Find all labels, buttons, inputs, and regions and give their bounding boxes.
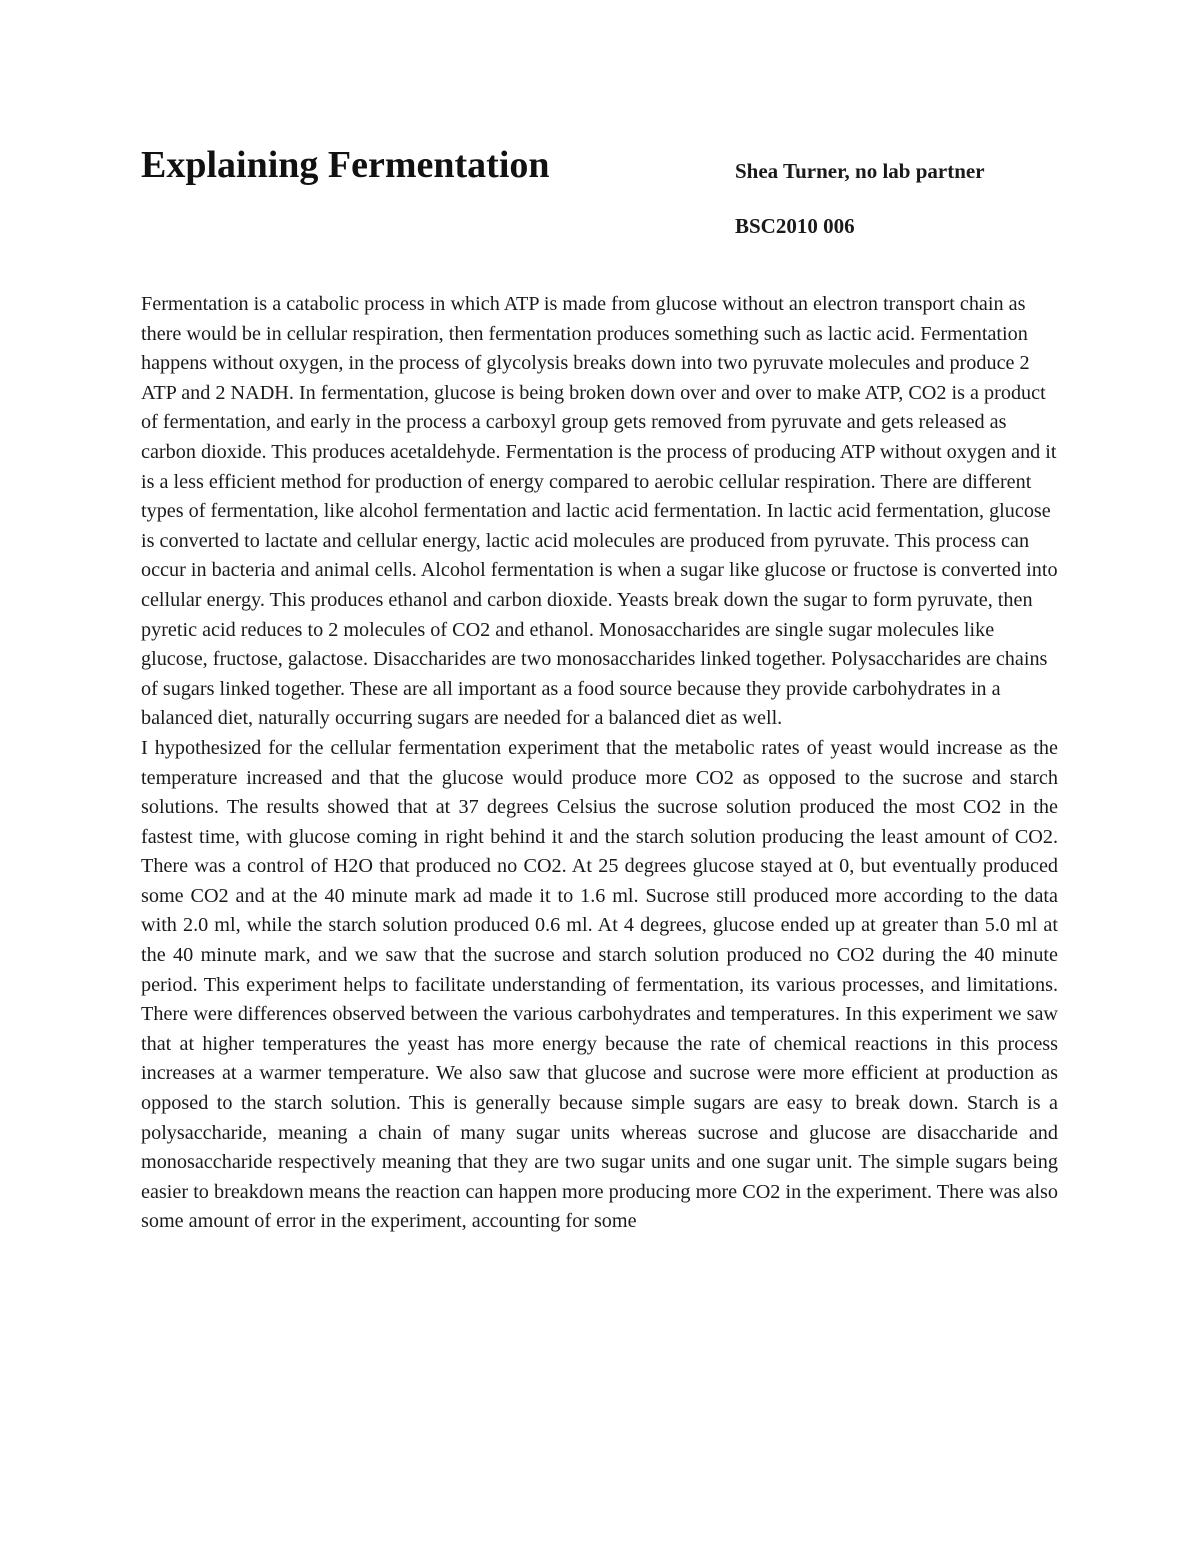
author-line: Shea Turner, no lab partner bbox=[735, 159, 985, 183]
document-body bbox=[141, 290, 1058, 1237]
body-paragraph-2: I hypothesized for the cellular fermentation experiment that the metabolic rates of yeast would increase as the temperature increased and that the glucose would produce more CO2 as opposed to the sucrose and starch solutions. The results showed that at 37 degrees Celsius the sucrose solution produced the most CO2 in the fastest time, with glucose coming in right behind it and the starch solution producing the least amount of CO2. There was a control of H2O that produced no CO2. At 25 degrees glucose stayed at 0, but eventually produced some CO2 and at the 40 minute mark ad made it to 1.6 ml. Sucrose still produced more according to the data with 2.0 ml, while the starch solution produced 0.6 ml. At 4 degrees, glucose ended up at greater than 5.0 ml at the 40 minute mark, and we saw that the sucrose and starch solution produced no CO2 during the 40 minute period. This experiment helps to facilitate understanding of fermentation, its various processes, and limitations. There were differences observed between the various carbohydrates and temperatures. In this experiment we saw that at higher temperatures the yeast has more energy because the rate of chemical reactions in this process increases at a warmer temperature. We also saw that glucose and sucrose were more efficient at production as opposed to the starch solution. This is generally because simple sugars are easy to break down. Starch is a polysaccharide, meaning a chain of many sugar units whereas sucrose and glucose are disaccharide and monosaccharide respectively meaning that they are two sugar units and one sugar unit. The simple sugars being easier to breakdown means the reaction can happen more producing more CO2 in the experiment. There was also some amount of error in the experiment, accounting for some bbox=[141, 736, 1058, 1233]
body-paragraph-1: Fermentation is a catabolic process in which ATP is made from glucose without an electron transport chain as there would be in cellular respiration, then fermentation produces something such as lactic acid. Fermentation happens without oxygen, in the process of glycolysis breaks down into two pyruvate molecules and produce 2 ATP and 2 NADH. In fermentation, glucose is being broken down over and over to make ATP, CO2 is a product of fermentation, and early in the process a carboxyl group gets removed from pyruvate and gets released as carbon dioxide. This produces acetaldehyde. Fermentation is the process of producing ATP without oxygen and it is a less efficient method for production of energy compared to aerobic cellular respiration. There are different types of fermentation, like alcohol fermentation and lactic acid fermentation. In lactic acid fermentation, glucose is converted to lactate and cellular energy, lactic acid molecules are produced from pyruvate. This process can occur in bacteria and animal cells. Alcohol fermentation is when a sugar like glucose or fructose is converted into cellular energy. This produces ethanol and carbon dioxide. Yeasts break down the sugar to form pyruvate, then pyretic acid reduces to 2 molecules of CO2 and ethanol. Monosaccharides are single sugar molecules like glucose, fructose, galactose. Disaccharides are two monosaccharides linked together. Polysaccharides are chains of sugars linked together. These are all important as a food source because they provide carbohydrates in a balanced diet, naturally occurring sugars are needed for a balanced diet as well. bbox=[141, 293, 1058, 730]
course-line: BSC2010 006 bbox=[735, 214, 855, 238]
document-title: Explaining Fermentation bbox=[141, 144, 550, 186]
